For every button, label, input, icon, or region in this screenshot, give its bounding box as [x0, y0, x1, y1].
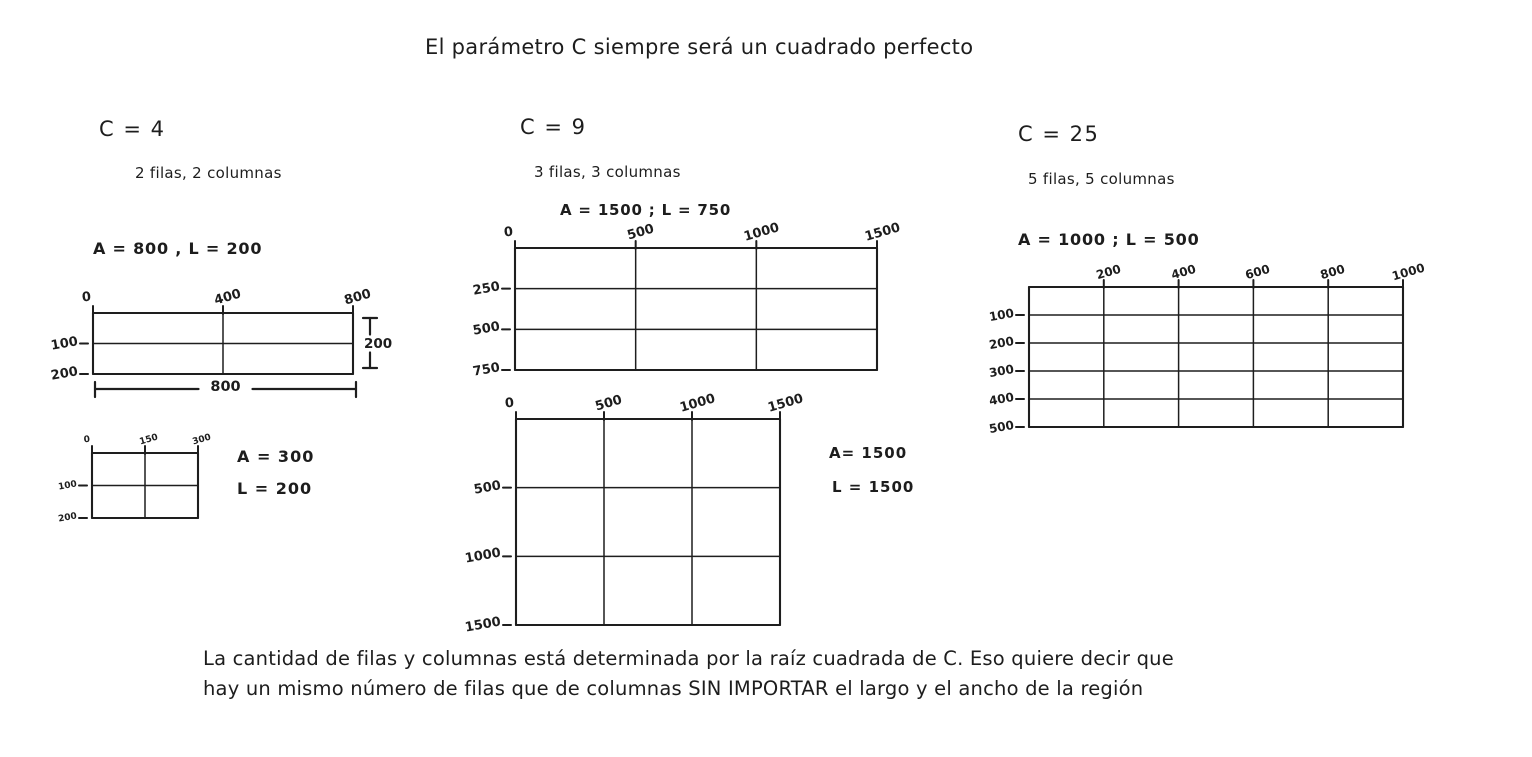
y-tick-label: 1000 — [463, 545, 503, 567]
x-tick-label: 0 — [504, 395, 515, 412]
section-c25-dimensions-label: A = 1000 ; L = 500 — [1018, 230, 1200, 249]
footer-note — [203, 644, 1174, 704]
x-tick-label: 1000 — [1390, 260, 1427, 284]
grid-c9-square-area-label: A= 1500 — [829, 444, 908, 462]
x-tick-label: 600 — [1243, 261, 1272, 283]
y-tick-label: 500 — [471, 319, 502, 340]
section-c9-heading: C = 9 — [520, 115, 587, 139]
footer-note-line-2: hay un mismo número de filas que de columnas SIN IMPORTAR el largo y el ancho de la región — [203, 677, 1144, 700]
footer-note-line-1: La cantidad de filas y columnas está determinada por la raíz cuadrada de C. Eso quiere decir que — [203, 647, 1174, 670]
y-tick-label: 500 — [987, 417, 1016, 437]
y-tick-label: 200 — [49, 364, 80, 384]
x-tick-label: 0 — [83, 434, 91, 446]
section-c4-heading: C = 4 — [99, 117, 166, 141]
grid-c9-square-lines — [503, 412, 780, 625]
x-tick-label: 1500 — [766, 391, 806, 416]
grid-c4-small-lines — [79, 446, 198, 518]
grid-c4-small-length-label: L = 200 — [237, 479, 313, 498]
x-tick-label: 500 — [593, 392, 624, 415]
section-c9-rows-cols-label: 3 filas, 3 columnas — [534, 163, 681, 181]
y-tick-label: 100 — [57, 478, 78, 493]
section-c25-rows-cols-label: 5 filas, 5 columnas — [1028, 170, 1175, 188]
x-tick-label: 400 — [212, 286, 243, 309]
y-tick-label: 200 — [987, 333, 1016, 353]
x-tick-label: 200 — [1094, 261, 1123, 283]
grid-c25-lines — [1016, 280, 1403, 427]
y-tick-label: 100 — [49, 333, 80, 354]
x-tick-label: 800 — [342, 286, 373, 309]
grid-c9-square-length-label: L = 1500 — [832, 478, 915, 496]
x-tick-label: 400 — [1169, 261, 1198, 283]
y-tick-label: 1500 — [463, 614, 503, 636]
x-tick-label: 150 — [138, 432, 160, 448]
section-c9-dimensions-label: A = 1500 ; L = 750 — [560, 201, 732, 219]
grid-c9-wide-lines — [502, 241, 877, 370]
y-tick-label: 300 — [987, 361, 1016, 381]
height-dimension-label: 200 — [364, 335, 393, 352]
section-c25-heading: C = 25 — [1018, 122, 1100, 146]
x-tick-label: 500 — [625, 221, 656, 244]
y-tick-label: 500 — [472, 477, 503, 498]
width-dimension-label: 800 — [210, 379, 241, 395]
x-tick-label: 800 — [1318, 261, 1347, 283]
x-tick-label: 300 — [191, 432, 213, 448]
x-tick-label: 1000 — [742, 220, 782, 245]
section-c4-rows-cols-label: 2 filas, 2 columnas — [135, 164, 282, 182]
section-c4-dimensions-label: A = 800 , L = 200 — [93, 239, 263, 258]
x-tick-label: 0 — [503, 224, 514, 241]
y-tick-label: 200 — [57, 511, 78, 525]
grid-c4-small-area-label: A = 300 — [237, 447, 315, 466]
x-tick-label: 0 — [81, 289, 92, 306]
y-tick-label: 250 — [471, 278, 502, 299]
y-tick-label: 100 — [987, 305, 1016, 325]
x-tick-label: 1500 — [863, 220, 903, 245]
x-tick-label: 1000 — [678, 391, 718, 416]
y-tick-label: 400 — [987, 389, 1016, 409]
y-tick-label: 750 — [471, 360, 502, 380]
page-title: El parámetro C siempre será un cuadrado perfecto — [425, 35, 974, 59]
